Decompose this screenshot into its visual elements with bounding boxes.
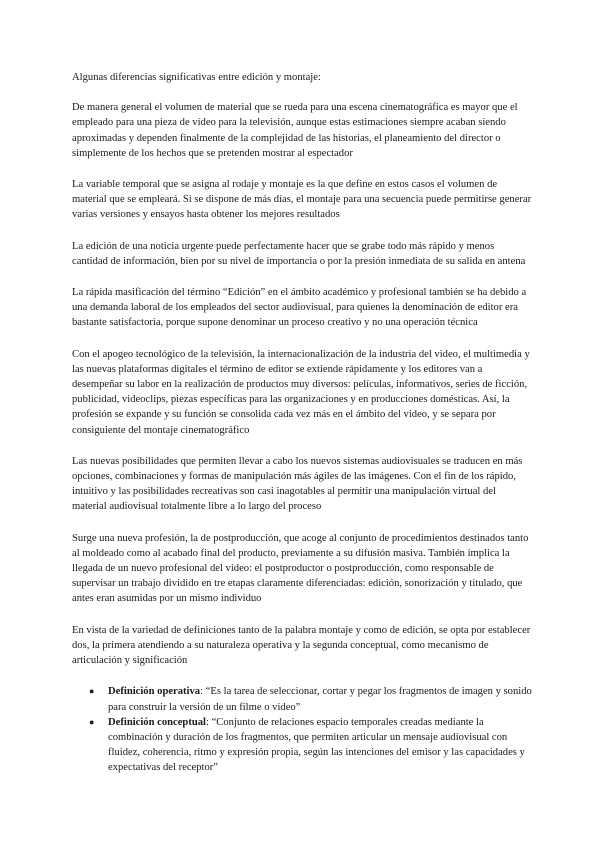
paragraph-definitions-intro: En vista de la variedad de definiciones tanto de la palabra montaje y como de edición, se opta por establecer dos, la primera atendiendo a su naturaleza operativa y la segunda conceptual, como mecanismo de articulación y significación (72, 624, 531, 667)
bullet-icon: ● (89, 716, 95, 727)
bullet-icon: ● (89, 686, 95, 697)
definitions-list (72, 684, 532, 775)
definition-term: Definición operativa (108, 686, 201, 698)
list-item (72, 715, 532, 776)
list-item (72, 684, 532, 714)
paragraph-temporal: La variable temporal que se asigna al rodaje y montaje es la que define en estos casos el volumen de material que se empleará. Si se dispone de más días, el montaje para una secuencia puede permitirse generar varias versiones y ensayos hasta obtener los mejores resultados (72, 179, 532, 221)
document-page (72, 70, 532, 776)
paragraph-postproduction: Surge una nueva profesión, la de postproducción, que acoge al conjunto de procedimientos destinados tanto al moldeado como al acabado final del producto, previamente a su difusión masiva. También implica la llegada de un nuevo profesional del video: el postproductor o postproducción, como responsable de supervisar un trabajo dividido en tre etapas claramente diferenciadas: edición, sonorización y titulado, que antes eran asumidas por un mismo individuo (72, 532, 529, 605)
paragraph-term: La rápida masificación del término “Edición” en el ámbito académico y profesional también se ha debido a una demanda laboral de los empleados del sector audiovisual, para quienes la denominación de editor era bastante satisfactoria, porque supone denominar un proceso creativo y no una operación técnica (72, 287, 527, 329)
document-heading: Algunas diferencias significativas entre edición y montaje: (72, 72, 321, 83)
paragraph-volume: De manera general el volumen de material que se rueda para una escena cinematográfica es mayor que el empleado para una pieza de vídeo para la televisión, aunque estas estimaciones siempre acaban siendo aproximadas y dependen finalmente de la complejidad de las historias, el planeamiento del director o simplemente de los hechos que se pretenden mostrar al espectador (72, 102, 518, 159)
definition-term: Definición conceptual (108, 716, 206, 728)
definition-text: : “Conjunto de relaciones espacio temporales creadas mediante la combinación y duración de los fragmentos, que permiten articular un mensaje audiovisual con fluidez, coherencia, ritmo y expresión propia, según las intenciones del emisor y las capacidades y expectativas del receptor” (108, 716, 525, 774)
paragraph-technology: Con el apogeo tecnológico de la televisión, la internacionalización de la industria del video, el multimedia y las nuevas plataformas digitales el término de editor se extiende rápidamente y los editores van a desempeñar su labor en la realización de productos muy diversos: películas, informativos, series de ficción, publicidad, videoclips, piezas específicas para las organizaciones y en producciones domésticas. Así, la profesión se expande y su función se consolida cada vez más en el ámbito del video, y se separa por consiguiente del montaje cinematográfico (72, 348, 530, 436)
paragraph-news: La edición de una noticia urgente puede perfectamente hacer que se grabe todo más rápido y menos cantidad de información, bien por su nivel de importancia o por la presión inmediata de su salida en antena (72, 240, 526, 267)
paragraph-possibilities: Las nuevas posibilidades que permiten llevar a cabo los nuevos sistemas audiovisuales se traducen en más opciones, combinaciones y formas de manipulación más ágiles de las imágenes. Con el fin de los rápido, intuitivo y las posibilidades recreativas son casi inagotables al permitir una manipulación virtual del material audiovisual totalmente libre a lo largo del proceso (72, 455, 523, 513)
definition-text: : “Es la tarea de seleccionar, cortar y pegar los fragmentos de imagen y sonido para construir la versión de un filme o video” (108, 686, 532, 713)
